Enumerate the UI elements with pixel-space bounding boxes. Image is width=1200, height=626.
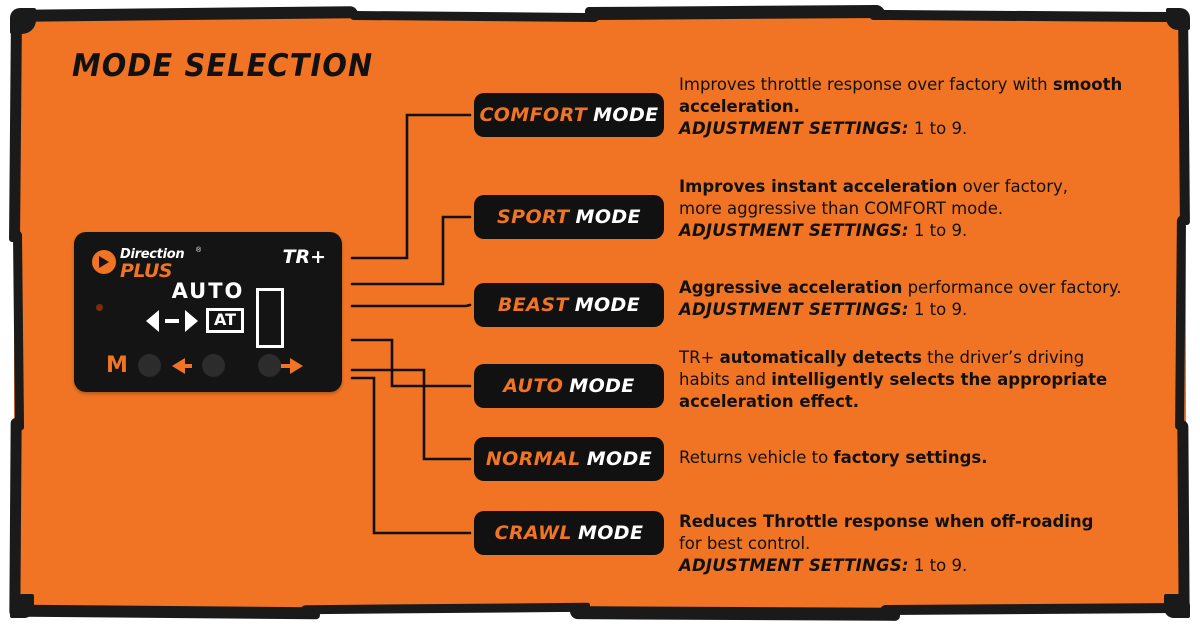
mode-description-normal: Returns vehicle to factory settings. (679, 448, 988, 467)
frame-edge-right (1186, 0, 1200, 626)
device-model-label: TR+ (282, 246, 326, 268)
level-bar-indicator (256, 288, 284, 348)
brush-corner-bottom-left (10, 594, 34, 618)
brush-stroke-bottom (300, 603, 590, 615)
mode-suffix: MODE (574, 294, 641, 316)
left-arrow-icon (146, 310, 159, 332)
brush-stroke-bottom (20, 605, 320, 620)
direction-plus-logo (92, 245, 207, 281)
status-led (96, 304, 103, 311)
mode-keyword: SPORT (497, 206, 570, 228)
brush-corner-bottom-right (1164, 594, 1190, 618)
tr-plus-device (74, 232, 342, 392)
brush-stroke-right (1178, 10, 1190, 225)
right-arrow-button-icon[interactable] (290, 358, 303, 374)
registered-mark: ® (196, 247, 202, 254)
arrow-logo-icon (92, 250, 116, 274)
brush-stroke-top (870, 10, 1180, 22)
mode-suffix: MODE (575, 206, 641, 228)
device-screen-controls (146, 308, 244, 333)
mode-button-m[interactable]: M (106, 353, 128, 378)
brand-name-line2: PLUS (120, 260, 173, 282)
mode-description-comfort: Improves throttle response over factory with smooth acceleration. ADJUSTMENT SETTINGS: 1 to 9. (679, 75, 1123, 138)
mode-suffix: MODE (593, 104, 659, 126)
mode-suffix: MODE (586, 448, 653, 470)
frame-edge-bottom (0, 612, 1200, 626)
device-screen-mode: AUTO (171, 279, 245, 303)
mode-keyword: COMFORT (479, 104, 588, 126)
device-knob[interactable] (258, 354, 281, 377)
brand-name-line1: Direction (120, 247, 185, 262)
mode-keyword: NORMAL (485, 448, 581, 470)
mode-description-auto: TR+ automatically detects the driver’s driving habits and intelligently selects the appropriate acceleration effect. (679, 348, 1108, 411)
mode-keyword: AUTO (503, 375, 564, 397)
mode-keyword: BEAST (497, 294, 569, 316)
brush-stroke-bottom (880, 603, 1180, 615)
mode-pill-beast[interactable] (474, 283, 664, 327)
brush-stroke-top (585, 5, 885, 20)
brush-stroke-top (350, 11, 600, 22)
brush-stroke-left (9, 418, 21, 618)
device-knob[interactable] (202, 354, 225, 377)
brush-stroke-bottom (570, 606, 900, 621)
device-button-row (74, 350, 342, 384)
page-title: MODE SELECTION (72, 48, 374, 84)
mode-pill-comfort[interactable] (474, 93, 664, 137)
frame-edge-left (0, 0, 14, 626)
at-indicator: AT (206, 308, 244, 333)
mode-pill-auto[interactable] (474, 364, 664, 408)
mode-pill-crawl[interactable] (474, 511, 664, 555)
brush-stroke-left (13, 230, 24, 430)
right-arrow-icon (185, 310, 198, 332)
left-arrow-button-icon[interactable] (172, 358, 185, 374)
mode-description-crawl: Reduces Throttle response when off-roading for best control. ADJUSTMENT SETTINGS: 1 to 9. (679, 512, 1094, 575)
brush-corner-top-left (10, 8, 36, 34)
mode-pill-sport[interactable] (474, 195, 664, 239)
mode-keyword: CRAWL (494, 522, 572, 544)
mode-description-beast: Aggressive acceleration performance over factory. ADJUSTMENT SETTINGS: 1 to 9. (679, 278, 1122, 319)
brush-corner-top-right (1166, 8, 1190, 30)
mode-pill-normal[interactable] (474, 437, 664, 481)
frame-edge-top (0, 0, 1200, 14)
mode-suffix: MODE (569, 375, 635, 397)
mode-description-sport: Improves instant acceleration over factory, more aggressive than COMFORT mode. ADJUSTMENT SETTINGS: 1 to 9. (679, 177, 1069, 240)
minus-icon (165, 319, 179, 323)
brush-stroke-left (9, 12, 22, 242)
brush-stroke-top (18, 6, 358, 22)
brush-stroke-right (1177, 420, 1189, 618)
device-knob[interactable] (138, 354, 161, 377)
mode-suffix: MODE (577, 522, 644, 544)
